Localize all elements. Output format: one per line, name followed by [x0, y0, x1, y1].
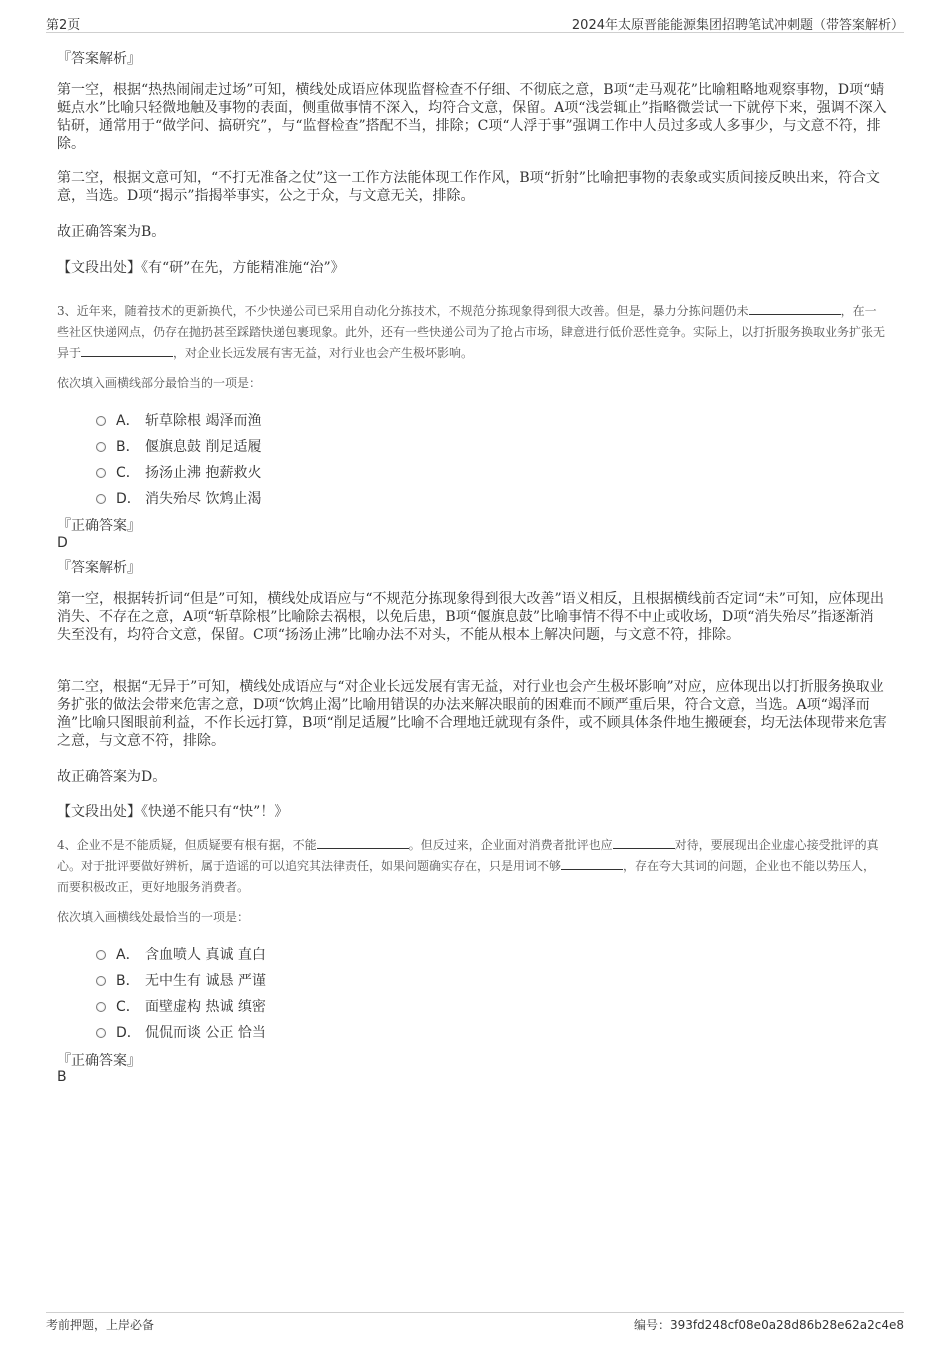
answer-conclusion: 故正确答案为D。 — [57, 769, 167, 785]
fill-blank-line — [613, 836, 675, 849]
correct-answer: D — [57, 535, 68, 551]
page-number: 第2页 — [46, 18, 81, 33]
fill-blank-line — [81, 344, 173, 357]
question-prompt: 依次填入画横线处最恰当的一项是： — [57, 910, 250, 924]
question-3-text: 3、近年来，随着技术的更新换代，不少快递公司已采用自动化分拣技术，不规范分拣现象得到很大改善。但是，暴力分拣问题仍未 ，在一些社区快递网点，仍存在抛扔甚至踩踏快递包裹现象。此外，还有一些快递公司为了抢占市场，肆意进行低价恶性竞争。实际上，以打折服务换取业务扩张无异于 ，对企业长远发展有害无益，对行业也会产生极坏影响。 — [57, 304, 886, 360]
radio-button-icon[interactable] — [96, 976, 106, 986]
analysis-paragraph: 第一空，根据“热热闹闹走过场”可知，横线处成语应体现监督检查不仔细、不彻底之意，B项“走马观花”比喻粗略地观察事物，D项“蜻蜓点水”比喻只轻微地触及事物的表面，侧重做事情不深入，均符合文意，保留。A项“浅尝辄止”指略微尝试一下就停下来，强调不深入钻研，通常用于“做学问、搞研究”，与“监督检查”搭配不当，排除；C项“人浮于事”强调工作中人员过多或人多事少，与文意不符，排除。 — [57, 82, 887, 152]
question-prompt: 依次填入画横线部分最恰当的一项是： — [57, 376, 262, 390]
correct-answer: B — [57, 1069, 67, 1085]
radio-button-icon[interactable] — [96, 468, 106, 478]
analysis-label: 『答案解析』 — [57, 560, 141, 576]
footer-slogan: 考前押题，上岸必备 — [46, 1318, 155, 1332]
radio-button-icon[interactable] — [96, 1002, 106, 1012]
radio-button-icon[interactable] — [96, 416, 106, 426]
document-title: 2024年太原晋能能源集团招聘笔试冲刺题（带答案解析） — [571, 18, 904, 33]
fill-blank-line — [749, 302, 841, 315]
radio-button-icon[interactable] — [96, 950, 106, 960]
analysis-label: 『答案解析』 — [57, 51, 141, 67]
text-source: 【文段出处】《有“研”在先，方能精准施“治”》 — [57, 260, 345, 276]
radio-button-icon[interactable] — [96, 494, 106, 504]
correct-answer-label: 『正确答案』 — [57, 1053, 141, 1069]
fill-blank-line — [317, 836, 409, 849]
page-header — [46, 10, 904, 33]
analysis-paragraph: 第二空，根据“无异于”可知，横线处成语应与“对企业长远发展有害无益，对行业也会产生极坏影响”对应，应体现出以打折服务换取业务扩张的做法会带来危害之意，D项“饮鸩止渴”比喻用错误的办法来解决眼前的困难而不顾严重后果，符合文意，当选。A项“竭泽而渔”比喻只图眼前利益，不作长远打算，B项“削足适履”比喻不合理地迁就现有条件，或不顾具体条件地生搬硬套，均无法体现带来危害之意，与文意不符，排除。 — [57, 679, 887, 749]
fill-blank-line — [561, 857, 623, 870]
answer-conclusion: 故正确答案为B。 — [57, 224, 166, 240]
analysis-paragraph: 第一空，根据转折词“但是”可知，横线处成语应与“不规范分拣现象得到很大改善”语义相反，且根据横线前否定词“未”可知，应体现出消失、不存在之意，A项“斩草除根”比喻除去祸根，以免后患，B项“偃旗息鼓”比喻事情不得不中止或收场，D项“消失殆尽”指逐渐消失至没有，均符合文意，保留。C项“扬汤止沸”比喻办法不对头，不能从根本上解决问题，与文意不符，排除。 — [57, 591, 884, 643]
analysis-paragraph: 第二空，根据文意可知，“不打无准备之仗”这一工作方法能体现工作作风，B项“折射”比喻把事物的表象或实质间接反映出来，符合文意，当选。D项“揭示”指揭举事实，公之于众，与文意无关，排除。 — [57, 170, 880, 204]
radio-button-icon[interactable] — [96, 442, 106, 452]
question-4-text: 4、企业不是不能质疑，但质疑要有根有据，不能 。但反过来，企业面对消费者批评也应 对待，要展现出企业虚心接受批评的真心。对于批评要做好辨析，属于造谣的可以追究其法律责任，如果问题确实存在，只是用词不够 ，存在夸大其词的问题，企业也不能以势压人，而要积极改正，更好地服务消费者。 — [57, 838, 879, 894]
text-source: 【文段出处】《快递不能只有“快”！》 — [57, 804, 289, 820]
document-id: 编号：393fd248cf08e0a28d86b28e62a2c4e8 — [633, 1318, 904, 1332]
radio-button-icon[interactable] — [96, 1028, 106, 1038]
correct-answer-label: 『正确答案』 — [57, 518, 141, 534]
page-footer — [46, 1312, 904, 1335]
